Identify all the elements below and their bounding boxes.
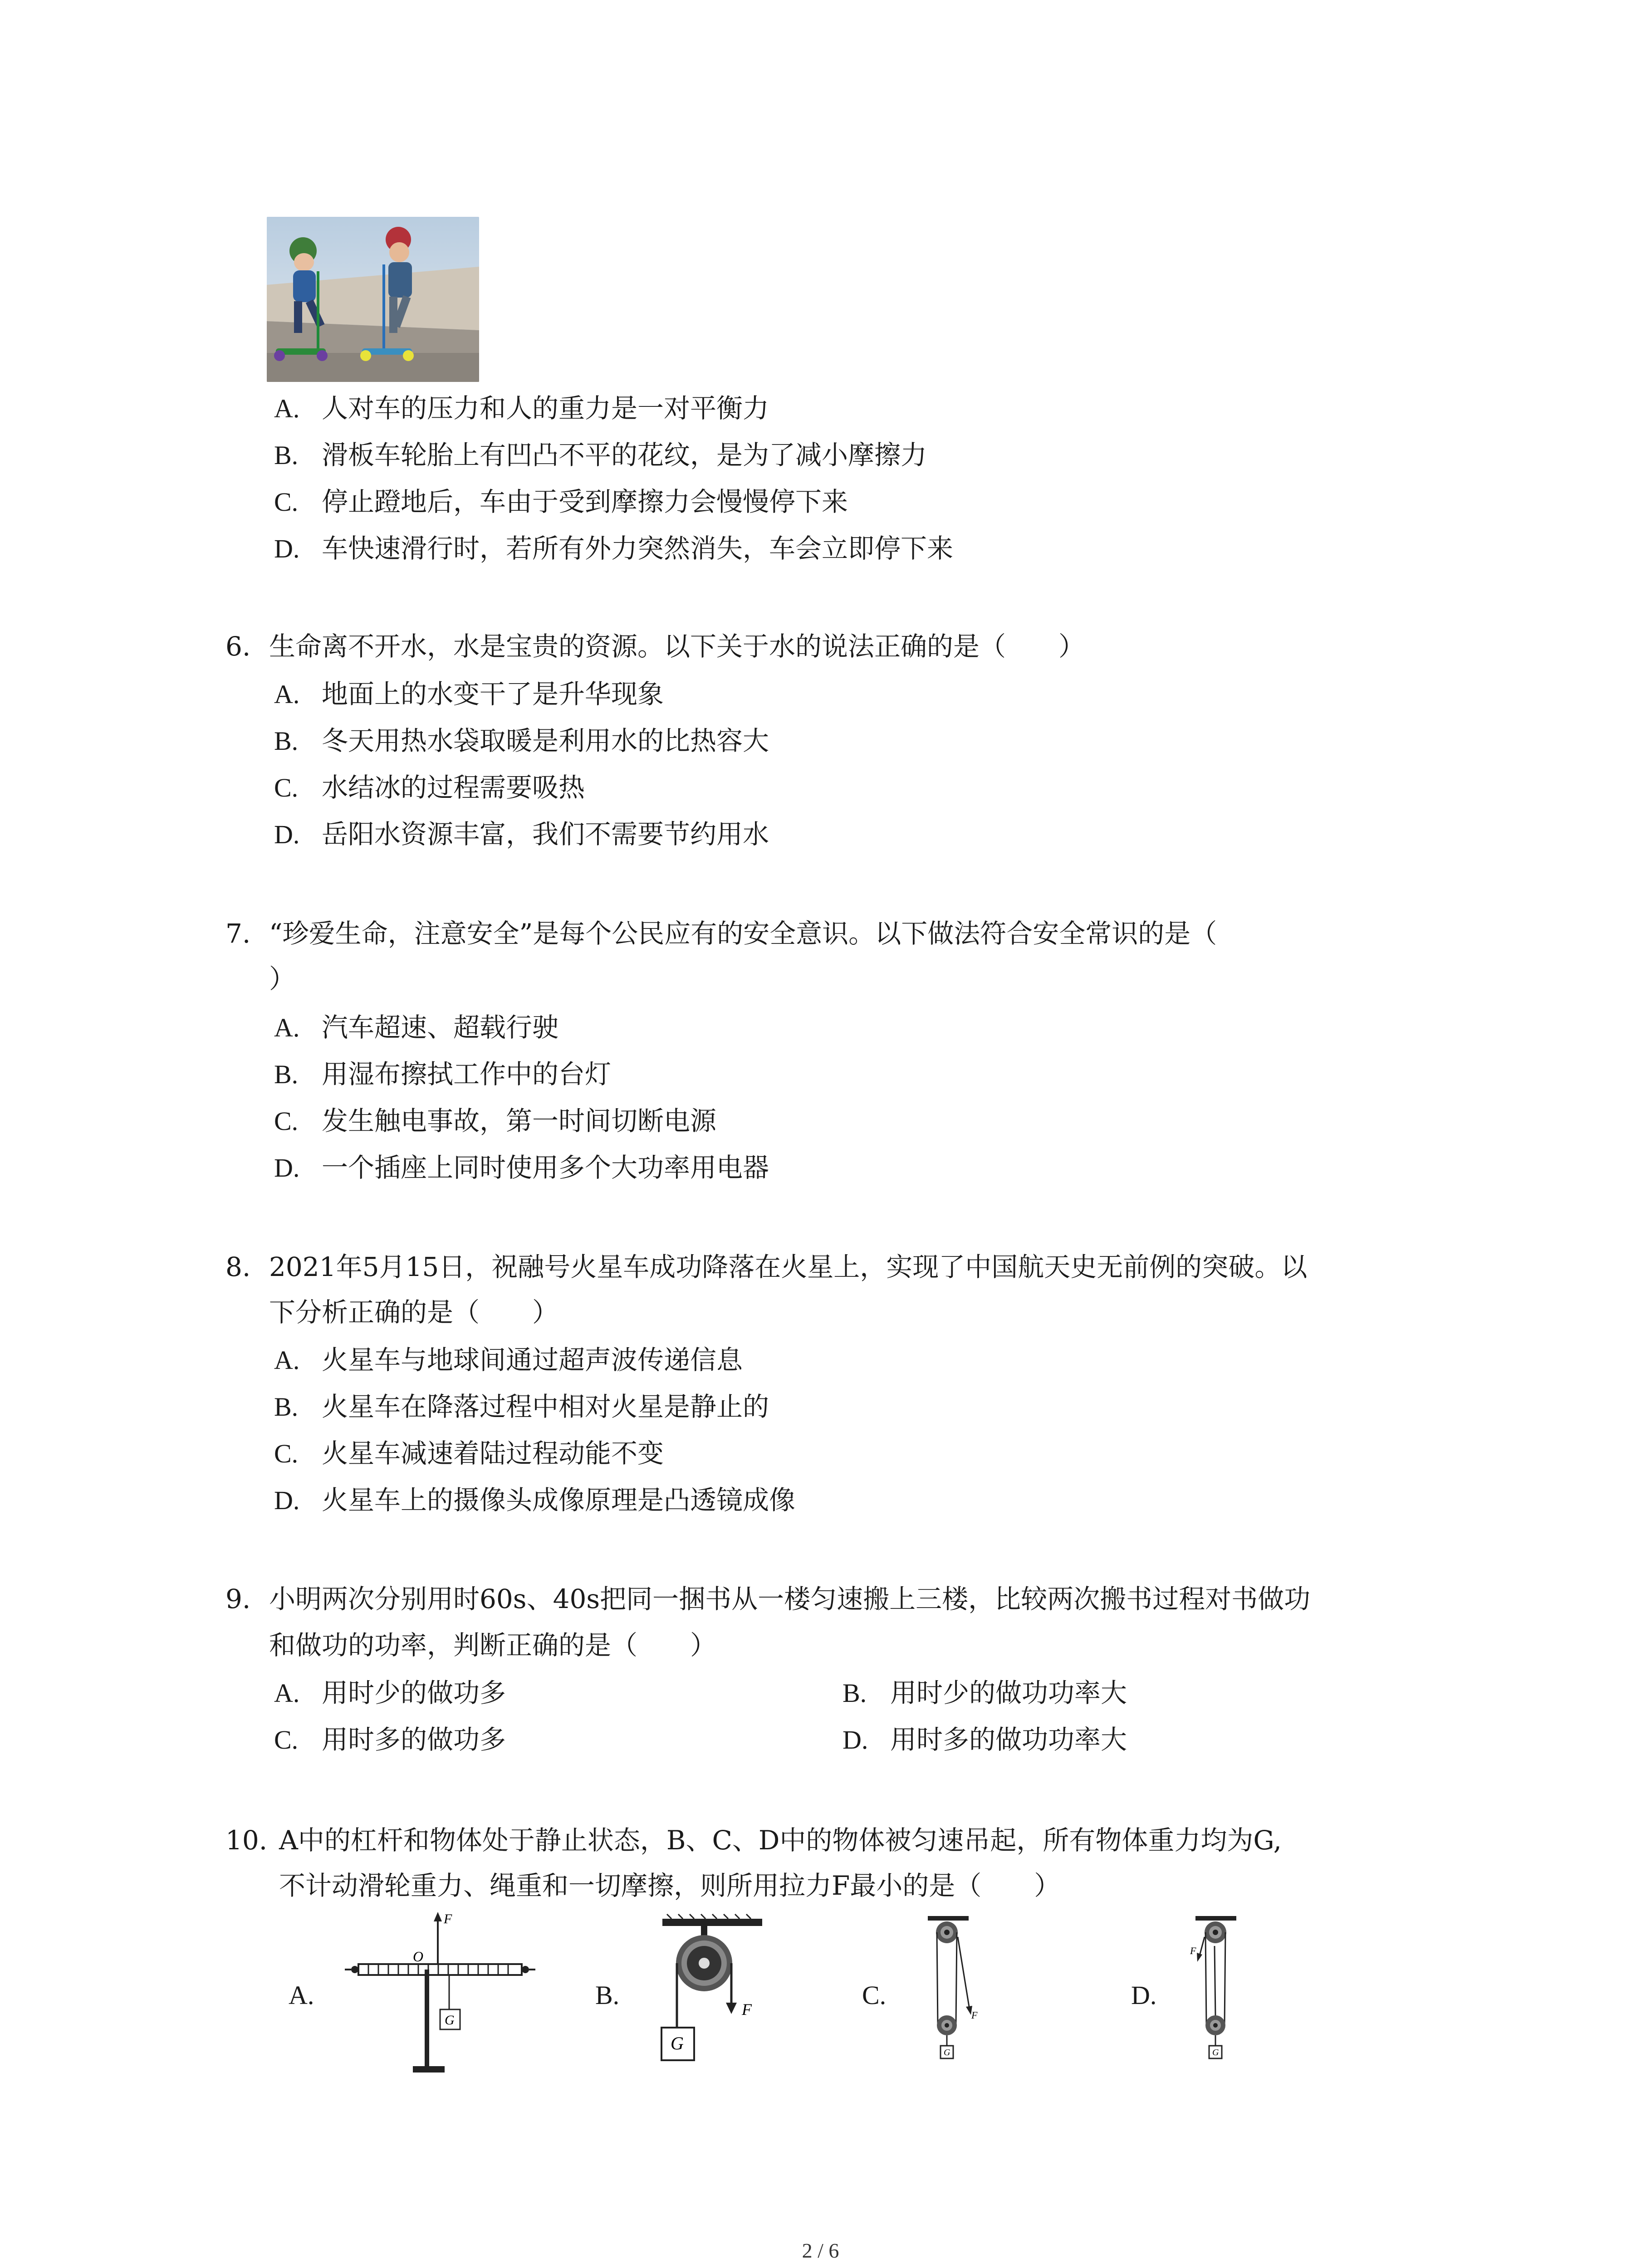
option-text: 用时多的做功功率大 (890, 1724, 1127, 1755)
option-letter: A. (274, 1345, 300, 1375)
option-letter: B. (274, 1392, 299, 1422)
option-letter: A. (274, 1678, 300, 1708)
figure-label-d[interactable]: D. (1131, 1980, 1157, 2010)
figure-a-lever (345, 1910, 544, 2079)
option-text: 岳阳水资源丰富，我们不需要节约用水 (322, 819, 769, 850)
option-text: 火星车上的摄像头成像原理是凸透镜成像 (322, 1485, 796, 1515)
option-text: 一个插座上同时使用多个大功率用电器 (322, 1152, 769, 1183)
q8-option-b[interactable] (274, 1391, 769, 1423)
question-number: 7. (225, 918, 251, 949)
weight-label: G (671, 2033, 684, 2053)
option-text: 火星车减速着陆过程动能不变 (322, 1438, 664, 1469)
option-text: 用时少的做功多 (322, 1677, 506, 1708)
option-letter: A. (274, 1013, 300, 1042)
option-letter: A. (274, 679, 300, 709)
option-text: 用时少的做功功率大 (890, 1677, 1127, 1708)
question-number: 8. (225, 1251, 251, 1282)
option-text: 滑板车轮胎上有凹凸不平的花纹，是为了减小摩擦力 (322, 440, 927, 470)
question-text: 小明两次分别用时60s、40s把同一捆书从一楼匀速搬上三楼，比较两次搬书过程对书做功 (269, 1584, 1311, 1614)
q5-option-a[interactable] (274, 392, 769, 425)
q7-option-c[interactable] (274, 1105, 716, 1137)
q5-option-b[interactable] (274, 439, 927, 471)
option-text: 水结冰的过程需要吸热 (322, 772, 585, 803)
option-letter: D. (274, 820, 300, 849)
option-text: 火星车在降落过程中相对火星是静止的 (322, 1391, 769, 1422)
q10-stem-line2: 不计动滑轮重力、绳重和一切摩擦，则所用拉力F最小的是（ ） (279, 1870, 1061, 1901)
q6-option-c[interactable] (274, 772, 585, 804)
option-text: 人对车的压力和人的重力是一对平衡力 (322, 393, 769, 424)
q6-option-b[interactable] (274, 725, 769, 757)
question-text: 2021年5月15日，祝融号火星车成功降落在火星上，实现了中国航天史无前例的突破。以 (269, 1251, 1308, 1282)
page-number: 2 / 6 (802, 2239, 839, 2262)
option-letter: D. (274, 1486, 300, 1515)
option-letter: C. (274, 487, 299, 517)
question-number: 10. (225, 1825, 268, 1856)
option-text: 汽车超速、超载行驶 (322, 1012, 559, 1043)
q9-option-d[interactable] (843, 1724, 1127, 1756)
q8-stem-line1 (225, 1251, 1307, 1283)
question-text: “珍爱生命，注意安全”是每个公民应有的安全意识。以下做法符合安全常识的是（ (269, 918, 1217, 949)
q6-option-d[interactable] (274, 818, 769, 850)
q7-option-b[interactable] (274, 1058, 611, 1090)
force-label: F (971, 2009, 978, 2021)
option-letter: B. (274, 1060, 299, 1089)
option-letter: B. (274, 726, 299, 756)
q8-option-d[interactable] (274, 1484, 795, 1516)
q7-stem-line2: ） (269, 963, 296, 994)
force-label: F (444, 1911, 452, 1926)
q8-option-c[interactable] (274, 1437, 664, 1470)
q5-option-d[interactable] (274, 533, 953, 565)
q7-option-a[interactable] (274, 1012, 558, 1044)
q9-option-b[interactable] (843, 1677, 1127, 1709)
question-text: A中的杠杆和物体处于静止状态，B、C、D中的物体被匀速吊起，所有物体重力均为G, (279, 1825, 1282, 1856)
option-letter: C. (274, 1106, 299, 1136)
option-text: 用时多的做功多 (322, 1724, 506, 1755)
q7-stem-line1 (225, 918, 1217, 949)
force-label: F (1190, 1945, 1196, 1956)
q10-stem-line1 (225, 1824, 1282, 1856)
weight-label: G (1212, 2048, 1219, 2058)
option-letter: C. (274, 1439, 299, 1468)
question-number: 6. (225, 631, 251, 662)
option-text: 车快速滑行时，若所有外力突然消失，车会立即停下来 (322, 533, 954, 564)
q9-option-c[interactable] (274, 1724, 506, 1756)
option-letter: C. (274, 773, 299, 802)
option-text: 地面上的水变干了是升华现象 (322, 679, 664, 709)
weight-label: G (944, 2048, 950, 2058)
q9-stem-line1 (225, 1583, 1310, 1615)
option-letter: B. (274, 440, 299, 470)
figure-label-a[interactable]: A. (289, 1980, 314, 2010)
q5-option-c[interactable] (274, 486, 848, 518)
question-number: 9. (225, 1584, 251, 1614)
question-text: 生命离不开水，水是宝贵的资源。以下关于水的说法正确的是（ ） (269, 631, 1085, 662)
option-letter: A. (274, 394, 300, 423)
q7-option-d[interactable] (274, 1152, 769, 1184)
figure-label-b[interactable]: B. (595, 1980, 620, 2010)
q6-option-a[interactable] (274, 678, 664, 710)
force-label: F (742, 2000, 752, 2019)
option-letter: D. (274, 1153, 300, 1183)
option-letter: B. (843, 1678, 867, 1708)
scooter-photo (267, 217, 479, 382)
option-text: 冬天用热水袋取暖是利用水的比热容大 (322, 725, 769, 756)
figure-label-c[interactable]: C. (862, 1980, 887, 2010)
option-letter: C. (274, 1725, 299, 1755)
figure-c-pulley-block (919, 1910, 987, 2084)
q9-stem-line2: 和做功的功率，判断正确的是（ ） (269, 1630, 717, 1661)
option-letter: D. (843, 1725, 868, 1755)
figure-d-pulley-block (1182, 1910, 1250, 2084)
pivot-label: O (413, 1948, 424, 1965)
q9-option-a[interactable] (274, 1677, 506, 1709)
weight-label: G (445, 2013, 455, 2028)
q8-stem-line2: 下分析正确的是（ ） (269, 1297, 559, 1328)
q6-stem (225, 631, 1085, 662)
option-text: 火星车与地球间通过超声波传递信息 (322, 1344, 743, 1375)
option-text: 用湿布擦拭工作中的台灯 (322, 1059, 612, 1090)
option-text: 停止蹬地后，车由于受到摩擦力会慢慢停下来 (322, 486, 848, 517)
option-letter: D. (274, 534, 300, 563)
figure-b-fixed-pulley (658, 1910, 776, 2084)
option-text: 发生触电事故，第一时间切断电源 (322, 1105, 717, 1136)
q8-option-a[interactable] (274, 1344, 743, 1376)
